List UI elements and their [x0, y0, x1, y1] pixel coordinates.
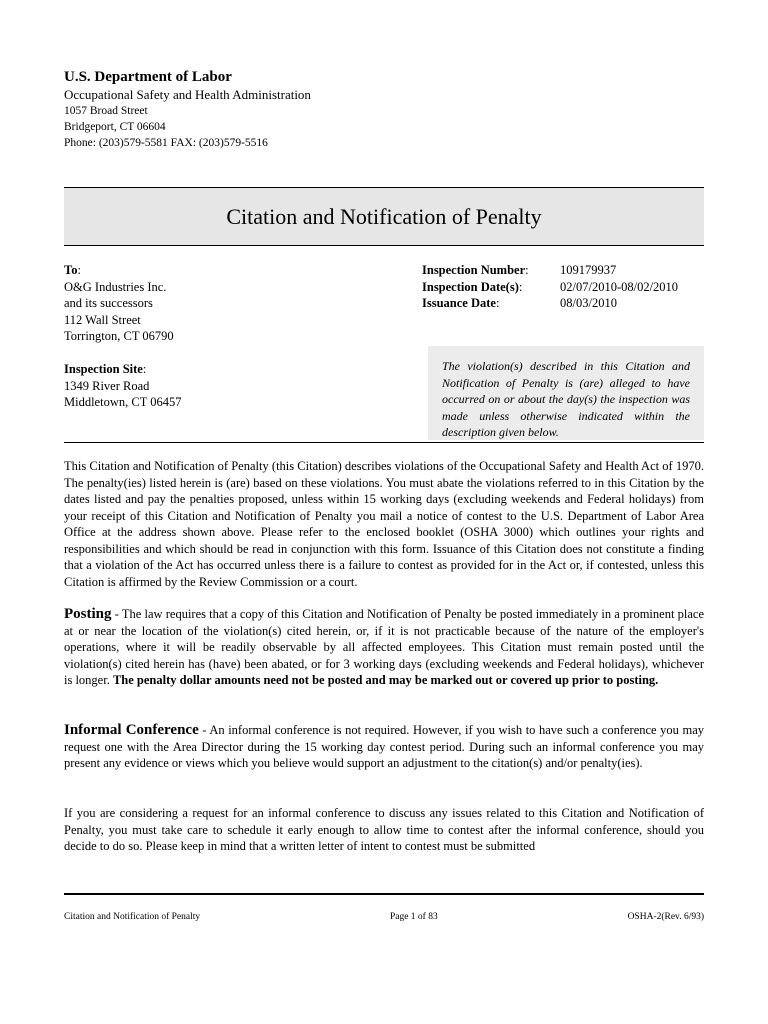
inspection-dates-value: 02/07/2010-08/02/2010	[560, 279, 679, 294]
inspection-dates-row: Inspection Date(s): 02/07/2010-08/02/2010	[422, 279, 679, 294]
posting-text: - The law requires that a copy of this Citation and Notification of Penalty be posted immediately in a prominent place at or near the location of the violation(s) cited herein, or, if it is not practicable because of the nature of the employer's operations, where it will be readily observable by all affected employees. This Citation must remain posted until the violation(s) cited herein has (have) been abated, or for 3 working days (excluding weekends and Federal holidays), whichever is longer.	[64, 607, 704, 687]
inspection-number-row: Inspection Number: 109179937	[422, 263, 617, 277]
form-revision: OSHA-2(Rev. 6/93)	[627, 912, 704, 922]
site-label: Inspection Site	[64, 362, 143, 376]
posting-heading: Posting	[64, 606, 112, 622]
footer-form-title: Citation and Notification of Penalty	[64, 912, 201, 922]
page-title: Citation and Notification of Penalty	[226, 203, 542, 229]
conference-paragraph	[64, 722, 704, 772]
recipient-label: To	[64, 263, 78, 277]
recipient-city: Torrington, CT 06790	[64, 329, 174, 343]
divider	[64, 442, 704, 443]
inspection-number-label: Inspection Number	[422, 263, 526, 277]
conference-text: - An informal conference is not required. However, if you wish to have such a conference you may request one with the Area Director during the 15 working day contest period. During such an informal conference you may present any evidence or views which you believe would support an adjustment to the citation(s) and/or penalty(ies).	[64, 723, 704, 770]
title-banner	[64, 187, 704, 246]
inspection-dates-label: Inspection Date(s)	[422, 279, 519, 294]
violation-note: The violation(s) described in this Citation and Notification of Penalty is (are) alleged to have occurred on or about the day(s) the inspection was made unless otherwise indicated within the description given below.	[428, 346, 704, 440]
site-city: Middletown, CT 06457	[64, 395, 182, 409]
inspection-details	[422, 262, 678, 312]
recipient-name: O&G Industries Inc.	[64, 279, 167, 294]
issuance-date-value: 08/03/2010	[560, 296, 617, 310]
recipient-block: To: O&G Industries Inc. and its successors 112 Wall Street Torrington, CT 06790	[64, 263, 174, 343]
footer-divider	[64, 893, 704, 895]
issuance-date-row: Issuance Date: 08/03/2010	[422, 296, 617, 310]
intro-paragraph: This Citation and Notification of Penalty (this Citation) describes violations of the Occupational Safety and Health Act of 1970. The penalty(ies) listed herein is (are) based on these violations. You must abate the violations referred to in this Citation by the dates listed and pay the penalties proposed, unless within 15 working days (excluding weekends and Federal holidays) from your receipt of this Citation and Notification of Penalty you mail a notice of contest to the U.S. Department of Labor Area Office at the address shown above. Please refer to the enclosed booklet (OSHA 3000) which outlines your rights and responsibilities and which should be read in conjunction with this form. Issuance of this Citation does not constitute a finding that a violation of the Act has occurred unless there is a failure to contest as provided for in the Act or, if contested, unless this Citation is affirmed by the Review Commission or a court.	[64, 459, 704, 589]
site-street: 1349 River Road	[64, 378, 150, 393]
agency-street: 1057 Broad Street	[64, 105, 148, 117]
posting-paragraph	[64, 606, 704, 689]
agency-name: Occupational Safety and Health Administration	[64, 87, 311, 102]
agency-city: Bridgeport, CT 06604	[64, 121, 166, 133]
agency-header	[64, 68, 311, 151]
department-name: U.S. Department of Labor	[64, 69, 232, 85]
recipient-street: 112 Wall Street	[64, 312, 141, 327]
page-number: Page 1 of 83	[389, 912, 438, 922]
posting-bold-text: The penalty dollar amounts need not be posted and may be marked out or covered up prior to posting.	[112, 673, 659, 687]
issuance-date-label: Issuance Date	[422, 296, 496, 310]
page-footer	[64, 912, 704, 922]
recipient-line2: and its successors	[64, 296, 153, 310]
inspection-number-value: 109179937	[560, 263, 617, 277]
consider-paragraph: If you are considering a request for an informal conference to discuss any issues related to this Citation and Notification of Penalty, you must take care to schedule it early enough to allow time to contest after the informal conference, should you decide to do so. Please keep in mind that a written letter of intent to contest must be submitted	[64, 806, 704, 853]
conference-heading: Informal Conference	[64, 722, 199, 738]
agency-phone-fax: Phone: (203)579-5581 FAX: (203)579-5516	[64, 137, 268, 149]
inspection-site-block: Inspection Site: 1349 River Road Middletown, CT 06457	[64, 362, 182, 409]
